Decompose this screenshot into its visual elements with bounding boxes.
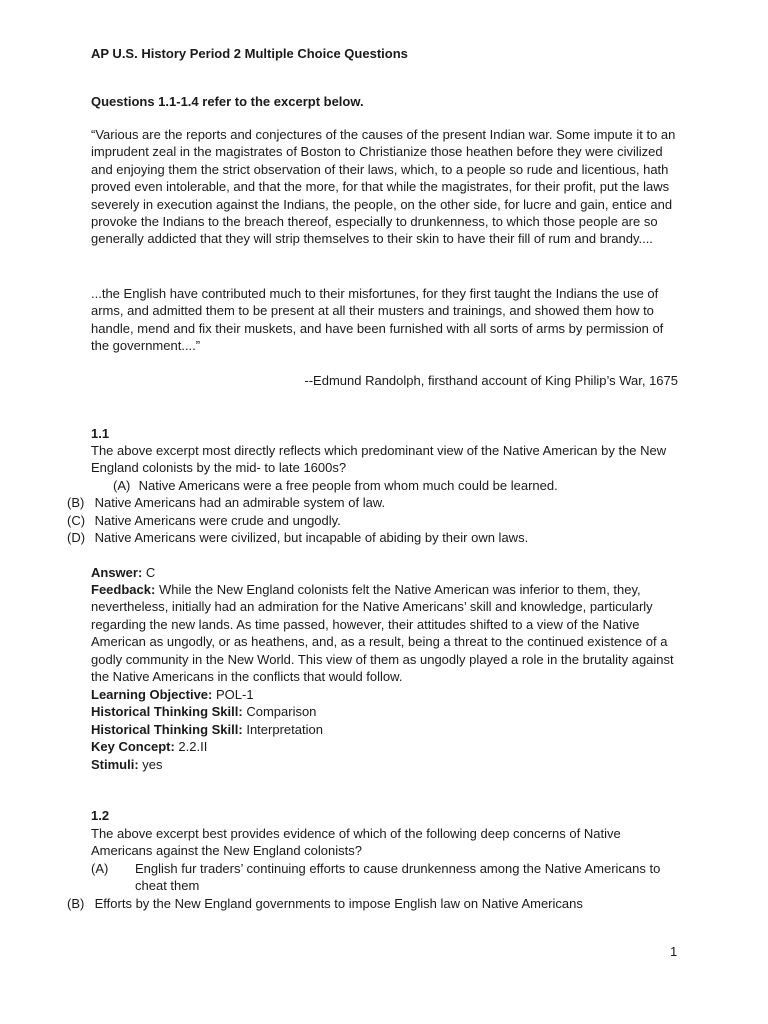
answer-option-b: [67, 895, 583, 912]
skill-label: Historical Thinking Skill:: [91, 722, 243, 737]
skill-label: Historical Thinking Skill:: [91, 704, 243, 719]
key-concept-label: Key Concept:: [91, 739, 175, 754]
stimuli-label: Stimuli:: [91, 757, 139, 772]
excerpt-paragraph-1: “Various are the reports and conjectures of the causes of the present Indian war. Some impute it to an imprudent zeal in the magistrates of Boston to Christianize those heathen before they were civilized and enjoying them the strict observation of their laws, which, to a people so rude and licentious, hath proved even intolerable, and that the more, for that while the magistrates, for their profit, put the laws severely in execution against the Indians, the people, on the other side, for lucre and gain, entice and provoke the Indians to the breach thereof, especially to drunkenness, to which those people are so generally addicted that they will strip themselves to their skin to have their fill of rum and brandy....: [91, 127, 676, 247]
option-label: (B): [67, 495, 85, 510]
skill-value: Interpretation: [246, 722, 323, 737]
option-text: Native Americans were civilized, but incapable of abiding by their own laws.: [94, 530, 529, 545]
page-number: 1: [670, 944, 678, 959]
skill-value: Comparison: [246, 704, 317, 719]
answer-option-b: [67, 494, 385, 511]
key-concept: [91, 738, 681, 755]
stimuli-value: yes: [142, 757, 163, 772]
historical-thinking-skill-1: [91, 703, 681, 720]
historical-thinking-skill-2: [91, 721, 681, 738]
answer-option-c: [67, 512, 341, 529]
option-text: Native Americans were crude and ungodly.: [94, 513, 341, 528]
learning-objective-label: Learning Objective:: [91, 687, 213, 702]
option-text: Native Americans were a free people from whom much could be learned.: [138, 478, 558, 493]
feedback: [91, 581, 681, 685]
feedback-text: While the New England colonists felt the Native American was inferior to them, they, nevertheless, initially had an admiration for the Native Americans’ skill and knowledge, particularly regarding the new lands. As time passed, however, their attitudes shifted to a view of the Native American as ungodly, or as heathens, and, as a result, being a threat to the continued existence of a godly community in the New World. This view of them as ungodly played a role in the brutality against the Native Americans in the conflicts that would follow.: [91, 582, 674, 685]
option-text: Native Americans had an admirable system of law.: [94, 495, 386, 510]
question-text: The above excerpt best provides evidence of which of the following deep concerns of Native Americans against the New England colonists?: [91, 826, 621, 859]
question-text: The above excerpt most directly reflects which predominant view of the Native American by the New England colonists by the mid- to late 1600s?: [91, 443, 667, 476]
document-title: AP U.S. History Period 2 Multiple Choice Questions: [91, 46, 408, 61]
answer-option-a: [113, 477, 683, 494]
option-label: (D): [67, 530, 86, 545]
option-text: English fur traders’ continuing efforts to cause drunkenness among the Native Americans to cheat them: [135, 861, 661, 894]
question-number: 1.2: [91, 808, 110, 823]
key-concept-value: 2.2.II: [178, 739, 208, 754]
question-number: 1.1: [91, 426, 110, 441]
feedback-label: Feedback:: [91, 582, 156, 597]
answer-value: C: [145, 565, 156, 580]
option-label: (A): [91, 861, 109, 876]
excerpt-intro: Questions 1.1-1.4 refer to the excerpt below.: [91, 94, 364, 109]
answer-option-a: [91, 860, 695, 895]
excerpt-attribution: --Edmund Randolph, firsthand account of King Philip’s War, 1675: [304, 373, 678, 388]
option-label: (A): [113, 478, 131, 493]
option-text: Efforts by the New England governments to impose English law on Native Americans: [94, 896, 583, 911]
excerpt-paragraph-2: ...the English have contributed much to their misfortunes, for they first taught the Indians the use of arms, and admitted them to be present at all their musters and trainings, and showed them how to handle, mend and fix their muskets, and have been furnished with all sorts of arms by permission of the government....”: [91, 286, 664, 354]
answer-key: [91, 564, 681, 581]
learning-objective: [91, 686, 681, 703]
option-label: (C): [67, 513, 86, 528]
answer-option-d: [67, 529, 528, 546]
learning-objective-value: POL-1: [216, 687, 254, 702]
option-label: (B): [67, 896, 85, 911]
answer-label: Answer:: [91, 565, 143, 580]
stimuli: [91, 756, 681, 773]
